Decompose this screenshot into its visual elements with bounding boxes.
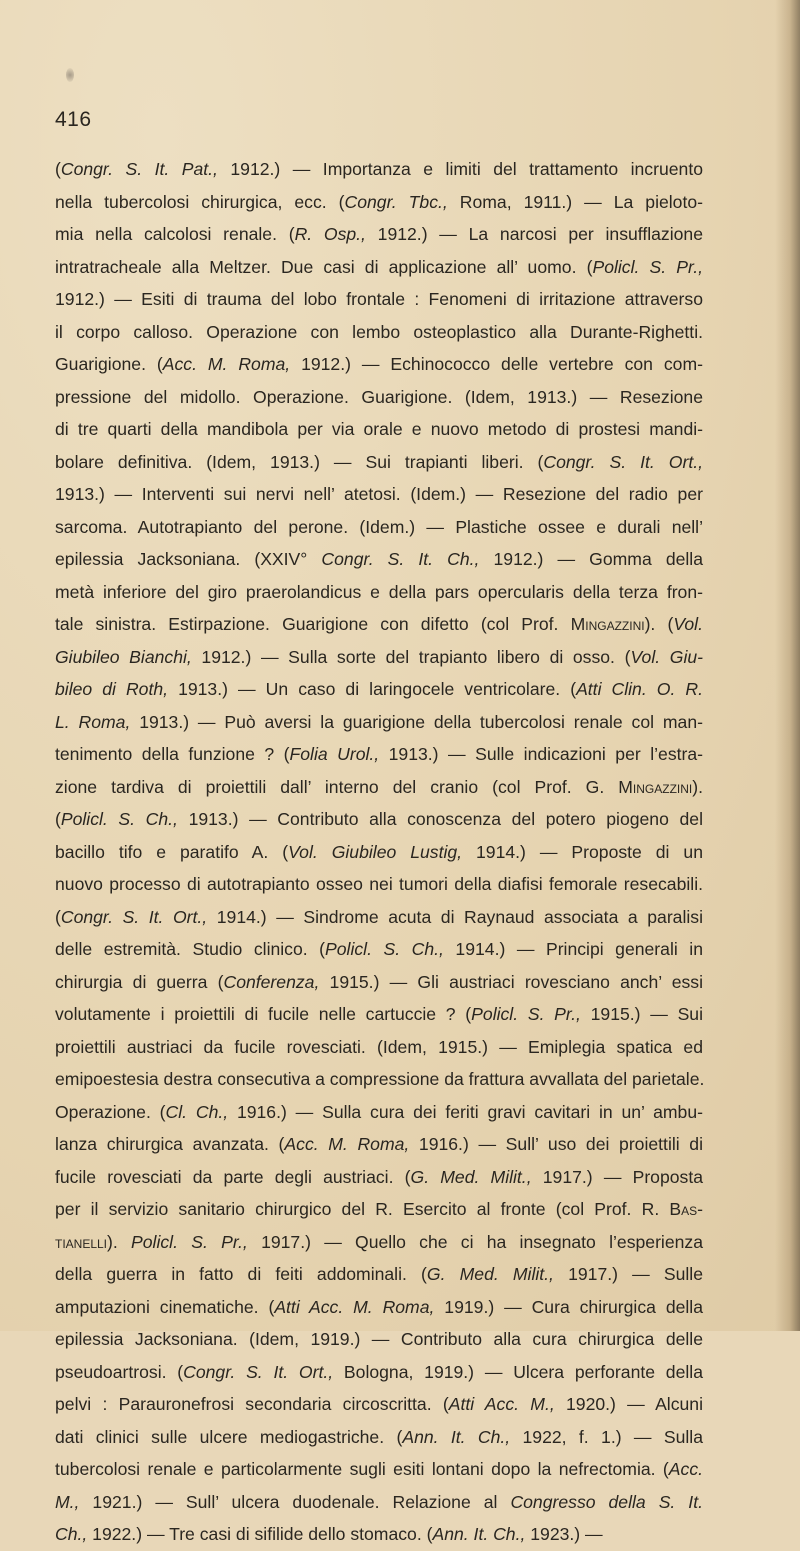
text-run: tale sinistra. Estirpazione. Guarigione con difetto (col Prof.	[55, 614, 571, 634]
text-run: 1914.) — Proposte di un	[462, 841, 703, 862]
text-line	[55, 446, 703, 479]
text-run: (	[55, 809, 61, 829]
text-run: 1913.) — Contributo alla conoscenza del potero piogeno del	[177, 809, 703, 829]
italic-citation: Giubileo Bianchi,	[55, 646, 192, 667]
text-run: fucile rovesciati da parte degli austriaci. (	[55, 1166, 411, 1187]
text-run: 1921.) — Sull’ ulcera duodenale. Relazione al	[79, 1491, 511, 1512]
italic-citation: G. Med. Milit.,	[426, 1264, 554, 1284]
text-run: (	[55, 906, 61, 927]
text-run: volutamente i proiettili di fucile nelle cartuccie ? (	[55, 1004, 472, 1024]
text-run: proiettili austriaci da fucile rovesciati. (Idem, 1915.) — Emiplegia spatica ed	[55, 1036, 703, 1057]
text-line	[55, 966, 703, 999]
italic-citation: Policl. S. Pr.,	[131, 1231, 248, 1252]
text-line	[55, 1063, 703, 1096]
text-run: ).	[107, 1231, 132, 1252]
italic-citation: Congr. S. It. Ort.,	[60, 906, 208, 927]
italic-citation: Vol. Giubileo Lustig,	[288, 841, 463, 862]
text-run: 1916.) — Sulla cura dei feriti gravi cavitari in un’ ambu-	[228, 1101, 703, 1122]
paper-stain	[66, 68, 74, 82]
text-run: metà inferiore del giro praerolandicus e della pars opercularis della terza fron-	[55, 581, 703, 602]
text-run: delle estremità. Studio clinico. (	[55, 939, 326, 959]
italic-citation: Atti Clin. O. R.	[576, 679, 704, 699]
text-run: dati clinici sulle ulcere mediogastriche. (	[55, 1426, 403, 1447]
text-run: intratracheale alla Meltzer. Due casi di applicazione all’ uomo. (	[55, 256, 593, 277]
text-line	[55, 1031, 703, 1064]
small-caps-name: Bas-	[669, 1199, 703, 1219]
text-line	[55, 641, 703, 674]
text-run: sarcoma. Autotrapianto del perone. (Idem.) — Plastiche ossee e durali nell’	[55, 516, 703, 537]
italic-citation: M.,	[55, 1491, 80, 1512]
italic-citation: L. Roma,	[55, 711, 131, 732]
text-run: 1912.) — Gomma della	[479, 549, 703, 569]
text-line	[55, 1421, 703, 1454]
text-line	[55, 186, 703, 219]
text-line	[55, 1128, 703, 1161]
italic-citation: Folia Urol.,	[289, 744, 380, 764]
text-run: (	[55, 159, 61, 179]
italic-citation: Conferenza,	[223, 971, 320, 992]
text-line	[55, 1453, 703, 1486]
italic-citation: Vol. Giu-	[630, 646, 703, 667]
text-line	[55, 1388, 703, 1421]
text-run: 1922, f. 1.) — Sulla	[510, 1426, 704, 1447]
text-run: pelvi : Parauronefrosi secondaria circoscritta. (	[55, 1394, 449, 1414]
text-run: Roma, 1911.) — La pieloto-	[447, 191, 703, 212]
italic-citation: Congr. S. It. Ort.,	[183, 1361, 334, 1382]
italic-citation: G. Med. Milit.,	[410, 1166, 532, 1187]
italic-citation: bileo di Roth,	[55, 679, 169, 699]
text-line	[55, 1486, 703, 1519]
small-caps-name: Mingazzini	[570, 614, 645, 634]
text-line	[55, 218, 703, 251]
text-line	[55, 1096, 703, 1129]
text-line	[55, 998, 703, 1031]
text-run: bolare definitiva. (Idem, 1913.) — Sui trapianti liberi. (	[55, 451, 544, 472]
text-run: nella tubercolosi chirurgica, ecc. (	[55, 191, 345, 212]
italic-citation: Congr. S. It. Ort.,	[543, 451, 703, 472]
text-run: 1913.) — Un caso di laringocele ventricolare. (	[168, 679, 577, 699]
text-line	[55, 933, 703, 966]
text-run: 1917.) — Quello che ci ha insegnato l’esperienza	[247, 1231, 703, 1252]
italic-citation: Policl. S. Ch.,	[325, 939, 444, 959]
italic-citation: Acc.	[668, 1459, 703, 1479]
text-run: 1913.) — Sulle indicazioni per l’estra-	[379, 744, 704, 764]
text-line	[55, 1518, 703, 1551]
text-run: lanza chirurgica avanzata. (	[55, 1134, 285, 1154]
text-run: amputazioni cinematiche. (	[55, 1296, 275, 1317]
italic-citation: R. Osp.,	[294, 224, 366, 244]
text-run: ). (	[644, 614, 674, 634]
text-run: tubercolosi renale e particolarmente sugli esiti lontani dopo la nefrectomia. (	[55, 1459, 669, 1479]
italic-citation: Congresso della S. It.	[510, 1491, 703, 1512]
italic-citation: Cl. Ch.,	[165, 1101, 229, 1122]
text-run: 1912.) — Importanza e limiti del trattamento incruento	[217, 159, 703, 179]
text-run: 1912.) — Sulla sorte del trapianto libero di osso. (	[191, 646, 631, 667]
small-caps-name: Mingazzini	[618, 776, 693, 797]
text-run: mia nella calcolosi renale. (	[55, 224, 295, 244]
page-number: 416	[55, 108, 92, 131]
text-line	[55, 316, 703, 349]
text-line	[55, 1323, 703, 1356]
text-line	[55, 803, 703, 836]
text-line	[55, 576, 703, 609]
italic-citation: Acc. M. Roma,	[284, 1134, 410, 1154]
text-run: 1917.) — Proposta	[531, 1166, 703, 1187]
text-line	[55, 511, 703, 544]
small-caps-name: tianelli	[55, 1231, 108, 1252]
italic-citation: Congr. Tbc.,	[344, 191, 448, 212]
text-run: 1917.) — Sulle	[553, 1264, 703, 1284]
text-line	[55, 1226, 703, 1259]
text-run: bacillo tifo e paratifo A. (	[55, 841, 289, 862]
text-line	[55, 251, 703, 284]
italic-citation: Policl. S. Ch.,	[60, 809, 178, 829]
text-run: 1915.) — Sui	[580, 1004, 703, 1024]
text-run: 1923.) —	[525, 1524, 603, 1544]
text-run: pressione del midollo. Operazione. Guarigione. (Idem, 1913.) — Resezione	[55, 386, 703, 407]
text-line	[55, 1161, 703, 1194]
text-run: epilessia Jacksoniana. (XXIV°	[55, 549, 322, 569]
text-run: 1919.) — Cura chirurgica della	[434, 1296, 703, 1317]
text-line	[55, 283, 703, 316]
text-line	[55, 673, 703, 706]
text-run: 1914.) — Sindrome acuta di Raynaud associata a paralisi	[207, 906, 703, 927]
text-line	[55, 478, 703, 511]
text-run: 1912.) — Esiti di trauma del lobo frontale : Fenomeni di irritazione attraverso	[55, 289, 703, 309]
text-line	[55, 1258, 703, 1291]
text-run: epilessia Jacksoniana. (Idem, 1919.) — Contributo alla cura chirurgica delle	[55, 1329, 703, 1349]
italic-citation: Atti Acc. M.,	[448, 1394, 555, 1414]
italic-citation: Policl. S. Pr.,	[592, 256, 703, 277]
italic-citation: Ch.,	[55, 1524, 88, 1544]
text-run: ).	[692, 776, 703, 797]
text-run: emipoestesia destra consecutiva a compressione da frattura avvallata del parietale.	[55, 1069, 705, 1089]
text-run: pseudoartrosi. (	[55, 1361, 184, 1382]
text-run: 1922.) — Tre casi di sifilide dello stomaco. (	[87, 1524, 433, 1544]
text-line	[55, 1291, 703, 1324]
text-run: di tre quarti della mandibola per via orale e nuovo metodo di prostesi mandi-	[55, 419, 703, 439]
bibliography-text	[55, 153, 703, 1551]
italic-citation: Congr. S. It. Pat.,	[60, 159, 218, 179]
text-line	[55, 738, 703, 771]
text-run: Bologna, 1919.) — Ulcera perforante della	[333, 1361, 703, 1382]
text-run: Operazione. (	[55, 1101, 166, 1122]
text-run: Guarigione. (	[55, 354, 163, 374]
text-run: il corpo calloso. Operazione con lembo osteoplastico alla Durante-Righetti.	[55, 321, 703, 342]
italic-citation: Vol.	[673, 614, 703, 634]
text-line	[55, 1356, 703, 1389]
text-run: 1914.) — Principi generali in	[443, 939, 703, 959]
text-line	[55, 413, 703, 446]
text-run: 1913.) — Interventi sui nervi nell’ atetosi. (Idem.) — Resezione del radio per	[55, 484, 703, 504]
text-run: nuovo processo di autotrapianto osseo nei tumori della diafisi femorale resecabili.	[55, 874, 703, 894]
text-run: 1916.) — Sull’ uso dei proiettili di	[409, 1134, 704, 1154]
text-run: della guerra in fatto di feiti addominali. (	[55, 1264, 427, 1284]
text-line	[55, 901, 703, 934]
italic-citation: Acc. M. Roma,	[162, 354, 291, 374]
text-run: 1915.) — Gli austriaci rovesciano anch’ essi	[319, 971, 703, 992]
text-line	[55, 608, 703, 641]
text-line	[55, 1193, 703, 1226]
text-run: 1920.) — Alcuni	[554, 1394, 703, 1414]
italic-citation: Ann. It. Ch.,	[432, 1524, 526, 1544]
italic-citation: Policl. S. Pr.,	[471, 1004, 581, 1024]
text-run: zione tardiva di proiettili dall’ interno del cranio (col Prof. G.	[55, 776, 619, 797]
italic-citation: Atti Acc. M. Roma,	[274, 1296, 435, 1317]
text-run: 1912.) — La narcosi per insufflazione	[365, 224, 703, 244]
text-run: per il servizio sanitario chirurgico del R. Esercito al fronte (col Prof. R.	[55, 1199, 670, 1219]
text-line	[55, 153, 703, 186]
text-line	[55, 836, 703, 869]
text-run: chirurgia di guerra (	[55, 971, 224, 992]
text-line	[55, 348, 703, 381]
text-run: 1912.) — Echinococco delle vertebre con com-	[290, 354, 703, 374]
text-line	[55, 771, 703, 804]
text-line	[55, 706, 703, 739]
text-line	[55, 868, 703, 901]
text-line	[55, 543, 703, 576]
text-run: tenimento della funzione ? (	[55, 744, 290, 764]
text-run: 1913.) — Può aversi la guarigione della tubercolosi renale col man-	[130, 711, 703, 732]
italic-citation: Ann. It. Ch.,	[402, 1426, 511, 1447]
italic-citation: Congr. S. It. Ch.,	[321, 549, 480, 569]
text-line	[55, 381, 703, 414]
